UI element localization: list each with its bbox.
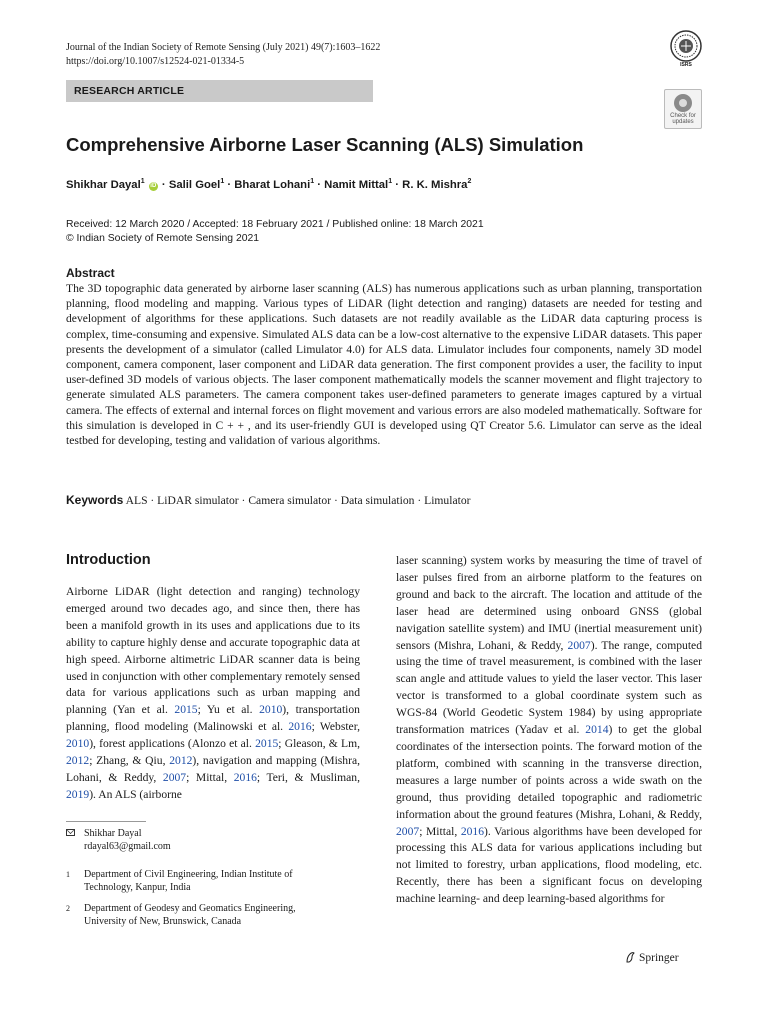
author-name[interactable]: R. K. Mishra — [402, 178, 468, 191]
affiliation-line: Department of Geodesy and Geomatics Engineering, — [84, 903, 296, 914]
affiliation-mark: 2 — [66, 904, 70, 913]
check-updates-label-2: updates — [672, 119, 694, 125]
body-text: ). The range, computed using the time of travel measurement, is combined with the laser scan angle and attitude values to yield the laser vector. This laser vector is transformed to a global coordinate system such as WGS-84 (World Geodetic System 1984) by using appropriate transformation matrices (Yadav et al. — [396, 638, 702, 737]
envelope-icon — [66, 829, 75, 836]
abstract-text: The 3D topographic data generated by airborne laser scanning (ALS) has numerous applications such as urban planning, transportation planning, flood modeling and mapping. Various types of LiDAR (light detection and ranging) datasets are needed for testing and development of algorithms for these applications. Such datasets are not readily available as the LiDAR data capturing process is complex, time-consuming and expensive. Simulated ALS data can be a low-cost alternative to the expensive LiDAR datasets. This paper presents the development of a simulator (called Limulator 4.0) for ALS data. Limulator includes four components, namely 3D model component, camera component, laser component and LiDAR data generation. The first component provides a user, the facility to input user-defined 3D models of various objects. The laser component mathematically models the scanner movement and flight trajectory to generate simulated ALS parameters. The camera component takes user-defined parameters to generate images captured by a virtual camera. The effects of external and internal forces on flight movement and various errors are also modeled mathematically. Software for this simulation is developed in C + + , and its user-friendly GUI is developed using QT Creator 5.6. Limulator can serve as the ideal testbed for developing, testing and validation of various algorithms. — [66, 282, 702, 448]
author-name[interactable]: Namit Mittal — [324, 178, 389, 191]
publication-dates — [66, 218, 484, 246]
body-text: ; Gleason, & Lm, — [278, 737, 360, 751]
keywords-label: Keywords — [66, 493, 124, 507]
corresponding-author — [66, 827, 171, 853]
affiliation-line: University of New, Brunswick, Canada — [84, 916, 242, 927]
article-type-badge: RESEARCH ARTICLE — [66, 80, 373, 102]
body-text: ). Various algorithms have been developed for processing this ALS data for various applications including but not limited to forestry, urban applications, flood modeling, etc. Recently, there has been a significant focus on developing machine learning- and deep learning-based algorithms for — [396, 824, 702, 906]
affiliation-mark: 1 — [310, 178, 315, 185]
citation-link[interactable]: 2010 — [66, 737, 90, 751]
contact-name: Shikhar Dayal — [84, 828, 142, 839]
journal-header — [66, 41, 380, 69]
body-text: ; Mittal, — [419, 824, 461, 838]
intro-left-column — [66, 584, 360, 804]
abstract-heading: Abstract — [66, 266, 115, 280]
body-text: ). An ALS (airborne — [89, 787, 182, 801]
body-text: ) to get the global coordinates of the intersection points. The forward motion of the platform, combined with scanning in the transverse direction, measures a large number of points across a wide swath on the ground, thus providing detailed topographic and radiometric information about the ground features (Mishra, Lohani, & Reddy, — [396, 723, 703, 821]
affiliation-line: Department of Civil Engineering, Indian Institute of — [84, 869, 293, 880]
copyright-line: © Indian Society of Remote Sensing 2021 — [66, 233, 260, 244]
affiliation-mark: 1 — [66, 870, 70, 879]
springer-horse-icon — [624, 951, 636, 963]
body-text: laser scanning) system works by measuring the time of travel of laser pulses fired from an airborne platform to the features on ground and back to the aircraft. The location and attitude of the laser head are determined using onboard GNSS (global navigation satellite system) and IMU (inertial measurement unit) sensors (Mishra, Lohani, & Reddy, — [396, 554, 702, 652]
citation-link[interactable]: 2012 — [169, 754, 193, 768]
body-text: Airborne LiDAR (light detection and ranging) technology emerged around two decades ago, and since then, there has been a manifold growth in its uses and applications due to its ability to capture highly dense and accurate topographic data at high speed. Airborne altimetric LiDAR scanner data is being used in conjunction with other complementary remotely sensed data for various applications such as urban mapping and planning (Yan et al. — [66, 585, 360, 717]
intro-right-column — [396, 553, 702, 908]
body-text: ), navigation and mapping (Mishra, Lohani, & Reddy, — [66, 754, 360, 784]
bookmark-icon — [674, 94, 692, 112]
author-name[interactable]: Bharat Lohani — [234, 178, 311, 191]
affiliation-line: Technology, Kanpur, India — [84, 882, 191, 893]
footnote-divider — [66, 821, 146, 822]
citation-link[interactable]: 2016 — [233, 770, 257, 784]
citation-link[interactable]: 2010 — [259, 703, 283, 717]
body-text: ; Teri, & Musliman, — [256, 770, 360, 784]
citation-link[interactable]: 2019 — [66, 787, 90, 801]
society-seal-icon — [670, 30, 702, 62]
check-updates-label-1: Check for — [670, 113, 696, 119]
affiliation-mark: 2 — [467, 178, 472, 185]
body-text: ), transportation planning, flood modeling (Malinowski et al. — [66, 703, 360, 734]
body-text: ; Webster, — [311, 720, 360, 734]
publisher-name: Springer — [639, 952, 679, 964]
dates-line: Received: 12 March 2020 / Accepted: 18 February 2021 / Published online: 18 March 2021 — [66, 219, 484, 230]
citation-link[interactable]: 2014 — [585, 723, 609, 737]
author-list: Shikhar Dayal$^1$ iD · Salil Goel$^1$ · Bharat Lohani$^1$ · Namit Mittal$^1$ · R. K. Mishra$^2$ — [66, 178, 472, 191]
citation-link[interactable]: 2015 — [174, 703, 198, 717]
affiliation-mark: 1 — [388, 178, 393, 185]
check-for-updates-button[interactable] — [664, 89, 702, 129]
affiliation-mark: 1 — [220, 178, 225, 185]
citation-link[interactable]: 2016 — [288, 720, 312, 734]
seal-label: ISRS — [680, 62, 692, 68]
publisher-logo — [624, 951, 679, 964]
keywords — [66, 493, 470, 507]
journal-citation: Journal of the Indian Society of Remote Sensing (July 2021) 49(7):1603–1622 — [66, 42, 381, 53]
doi-link[interactable]: https://doi.org/10.1007/s12524-021-01334-5 — [66, 56, 245, 67]
body-text: ; Yu et al. — [197, 703, 260, 717]
article-title: Comprehensive Airborne Laser Scanning (ALS) Simulation — [66, 134, 584, 155]
body-text: ; Mittal, — [186, 770, 234, 784]
citation-link[interactable]: 2007 — [567, 638, 591, 652]
author-name[interactable]: Salil Goel — [168, 178, 221, 191]
author-name[interactable]: Shikhar Dayal — [66, 178, 141, 191]
citation-link[interactable]: 2016 — [460, 824, 484, 838]
orcid-icon[interactable]: iD — [150, 182, 157, 189]
affiliation-1 — [66, 868, 293, 894]
keywords-text: ALS · LiDAR simulator · Camera simulator · Data simulation · Limulator — [125, 494, 471, 507]
citation-link[interactable]: 2007 — [162, 770, 187, 784]
affiliation-mark: 1 — [140, 178, 145, 185]
contact-email[interactable]: rdayal63@gmail.com — [84, 841, 171, 852]
introduction-heading: Introduction — [66, 552, 151, 568]
citation-link[interactable]: 2015 — [255, 737, 279, 751]
body-text: ; Zhang, & Qiu, — [89, 754, 170, 768]
citation-link[interactable]: 2012 — [66, 754, 90, 768]
body-text: ), forest applications (Alonzo et al. — [89, 737, 256, 751]
affiliation-2 — [66, 902, 296, 928]
citation-link[interactable]: 2007 — [396, 824, 420, 838]
